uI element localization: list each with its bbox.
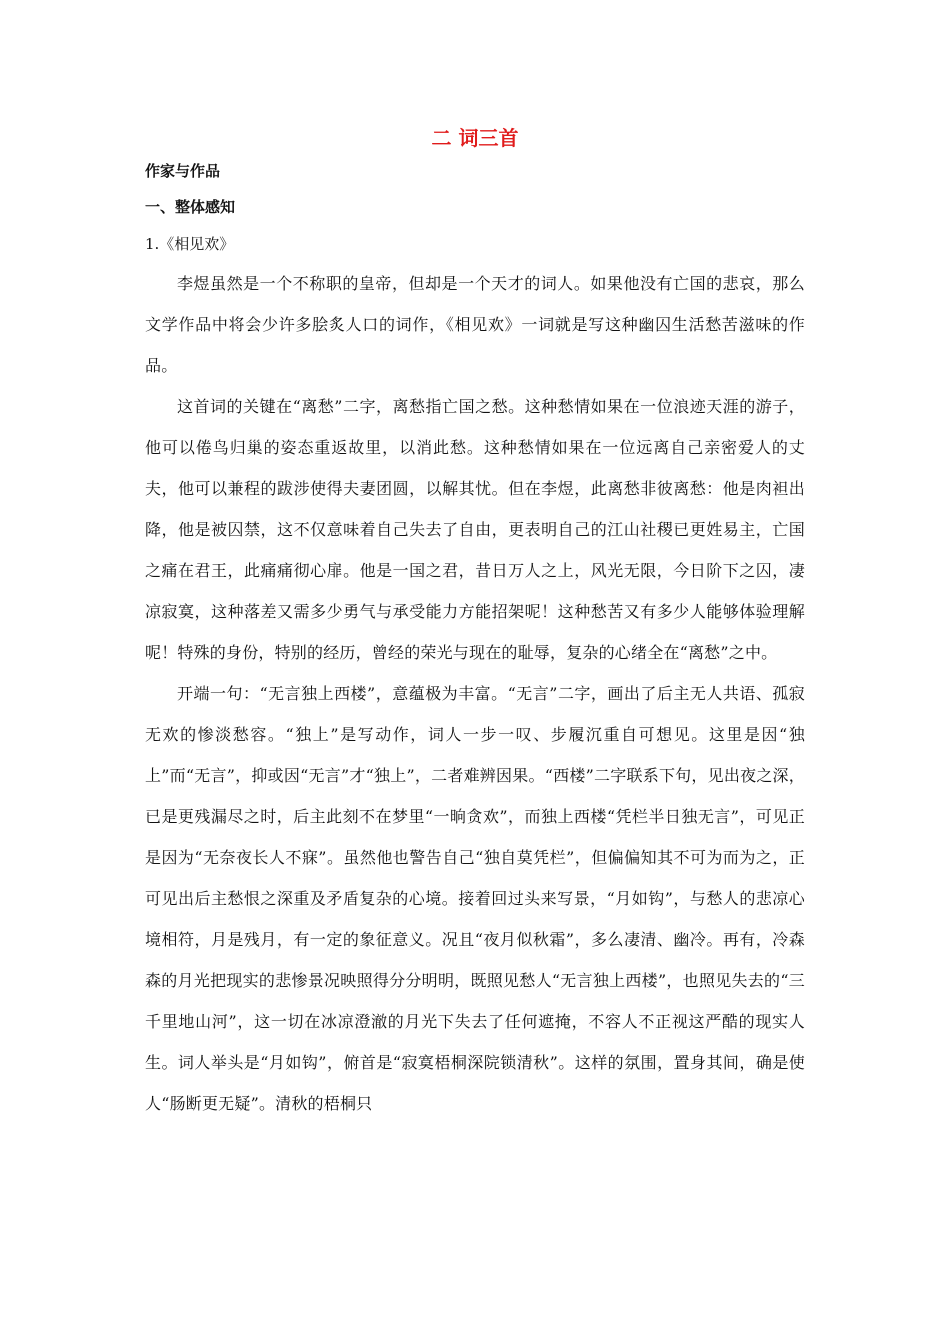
section-heading-overview: 一、整体感知 bbox=[145, 198, 236, 216]
document-page bbox=[145, 0, 805, 1344]
paragraph-3: 开端一句：“无言独上西楼”，意蕴极为丰富。“无言”二字，画出了后主无人共语、孤寂无欢的惨淡愁容。“独上”是写动作，词人一步一叹、步履沉重自可想见。这里是因“独上”而“无言”，抑或因“无言”才“独上”，二者难辨因果。“西楼”二字联系下句，见出夜之深，已是更残漏尽之时，后主此刻不在梦里“一晌贪欢”，而独上西楼“凭栏半日独无言”，可见正是因为“无奈夜长人不寐”。虽然他也警告自己“独自莫凭栏”，但偏偏知其不可为而为之，正可见出后主愁恨之深重及矛盾复杂的心境。接着回过头来写景，“月如钩”，与愁人的悲凉心境相符，月是残月，有一定的象征意义。况且“夜月似秋霜”，多么凄清、幽冷。再有，冷森森的月光把现实的悲惨景况映照得分分明明，既照见愁人“无言独上西楼”，也照见失去的“三千里地山河”，这一切在冰凉澄澈的月光下失去了任何遮掩，不容人不正视这严酷的现实人生。词人举头是“月如钩”，俯首是“寂寞梧桐深院锁清秋”。这样的氛围，置身其间，确是使人“肠断更无疑”。清秋的梧桐只 bbox=[145, 684, 805, 1113]
document-title: 二 词三首 bbox=[431, 126, 519, 150]
item-label-xiangjianhuan: 1.《相见欢》 bbox=[145, 235, 235, 253]
section-heading-author-works: 作家与作品 bbox=[145, 162, 221, 180]
paragraph-1: 李煜虽然是一个不称职的皇帝，但却是一个天才的词人。如果他没有亡国的悲哀，那么文学作品中将会少许多脍炙人口的词作，《相见欢》一词就是写这种幽囚生活愁苦滋味的作品。 bbox=[145, 274, 805, 375]
paragraph-2: 这首词的关键在“离愁”二字，离愁指亡国之愁。这种愁情如果在一位浪迹天涯的游子，他可以倦鸟归巢的姿态重返故里，以消此愁。这种愁情如果在一位远离自己亲密爱人的丈夫，他可以兼程的跋涉使得夫妻团圆，以解其忧。但在李煜，此离愁非彼离愁：他是肉袒出降，他是被囚禁，这不仅意味着自己失去了自由，更表明自己的江山社稷已更姓易主，亡国之痛在君王，此痛痛彻心扉。他是一国之君，昔日万人之上，风光无限，今日阶下之囚，凄凉寂寞，这种落差又需多少勇气与承受能力方能招架呢！这种愁苦又有多少人能够体验理解呢！特殊的身份，特别的经历，曾经的荣光与现在的耻辱，复杂的心绪全在“离愁”之中。 bbox=[145, 397, 805, 662]
body-text bbox=[145, 263, 805, 1124]
